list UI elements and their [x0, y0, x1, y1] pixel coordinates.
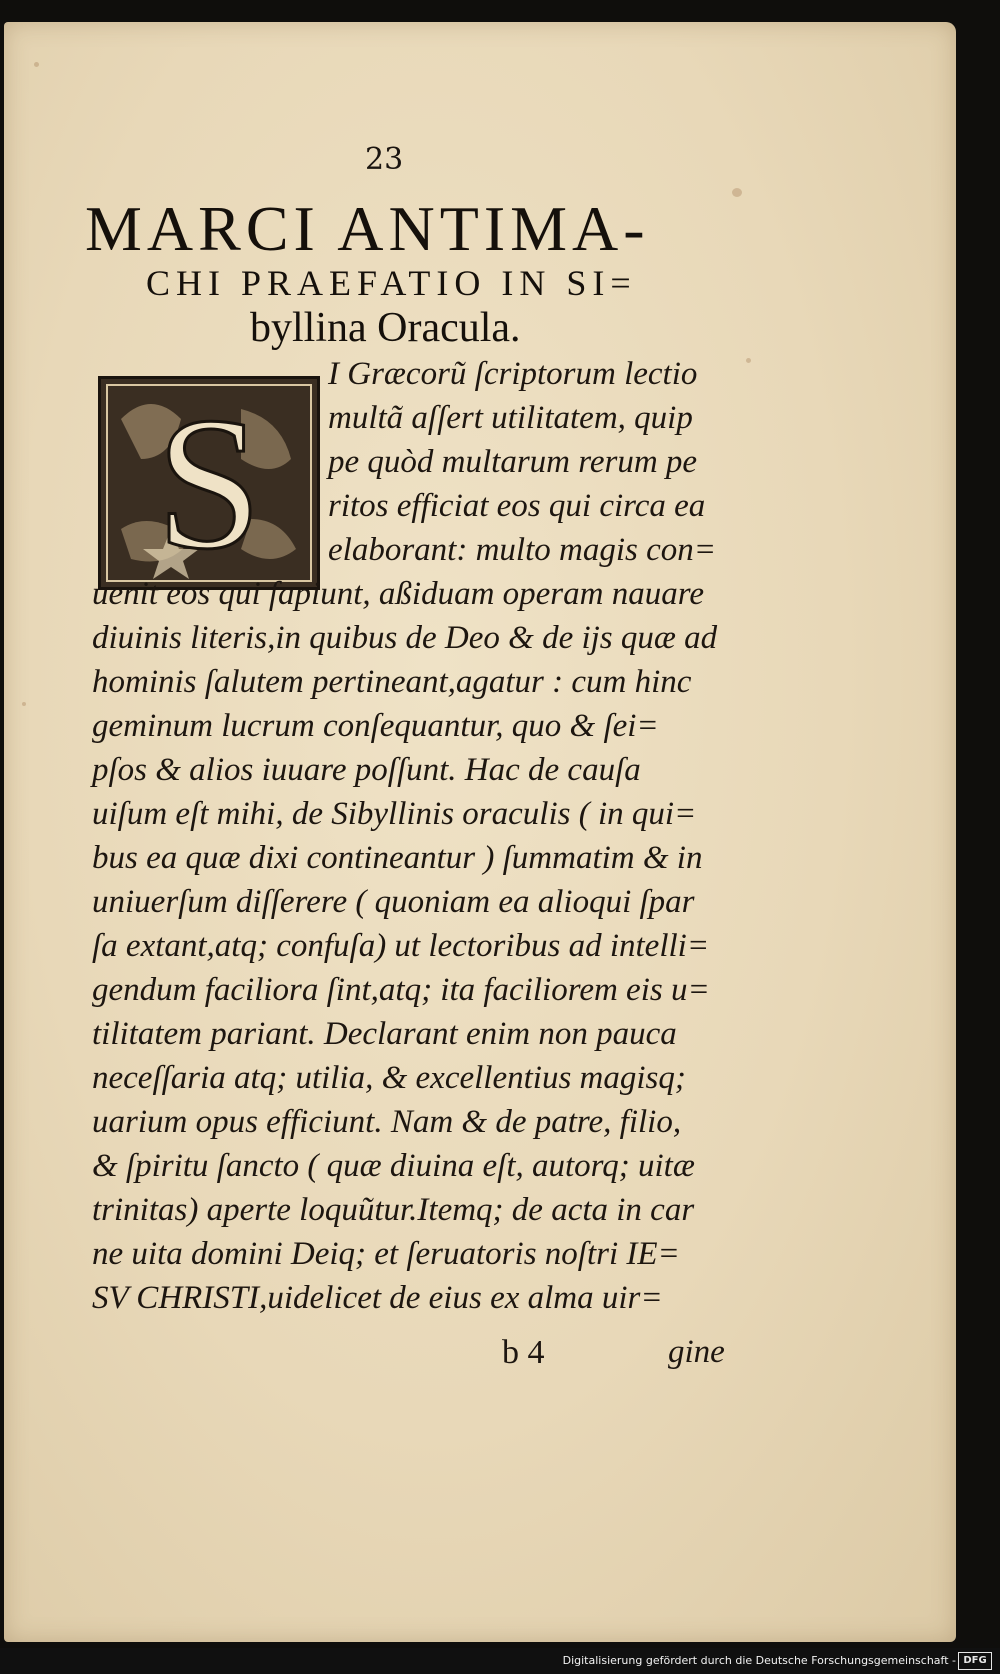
text-line: ſa extant,atq; confuſa) ut lectoribus ad intelli=: [92, 928, 710, 964]
signature-mark: b 4: [502, 1334, 545, 1371]
text-line: I Græcorũ ſcriptorum lectio: [328, 356, 698, 392]
text-line: ne uita domini Deiq; et ſeruatoris noſtri IE=: [92, 1236, 680, 1272]
text-line: pe quòd multarum rerum pe: [328, 444, 698, 480]
text-line: hominis ſalutem pertineant,agatur : cum hinc: [92, 664, 692, 700]
initial-letter: S: [156, 379, 262, 587]
text-line: bus ea quæ dixi contineantur ) ſummatim & in: [92, 840, 703, 876]
text-line: uiſum eſt mihi, de Sibyllinis oraculis ( in qui=: [92, 796, 697, 832]
woodcut-initial-image: [101, 379, 317, 587]
paper-stain: [746, 358, 751, 363]
text-line: ritos efficiat eos qui circa ea: [328, 488, 706, 524]
text-line: trinitas) aperte loquũtur.Itemq; de acta in car: [92, 1192, 695, 1228]
text-line: uarium opus efficiunt. Nam & de patre, filio,: [92, 1104, 682, 1140]
page-number: 23: [365, 142, 404, 177]
text-line: pſos & alios iuuare poſſunt. Hac de cauſa: [92, 752, 641, 788]
text-line: elaborant: multo magis con=: [328, 532, 716, 568]
paper-stain: [34, 62, 39, 67]
text-line: neceſſaria atq; utilia, & excellentius magisq;: [92, 1060, 686, 1096]
funding-credit: Digitalisierung gefördert durch die Deutsche Forschungsgemeinschaft -: [562, 1654, 956, 1667]
heading-line-1: MARCI ANTIMA-: [85, 193, 650, 264]
dfg-logo: DFG: [958, 1652, 992, 1670]
heading-line-3: byllina Oracula.: [250, 305, 521, 351]
text-line: tilitatem pariant. Declarant enim non pauca: [92, 1016, 677, 1052]
text-line: uniuerſum diſſerere ( quoniam ea alioqui ſpar: [92, 884, 695, 920]
text-line: multã aſſert utilitatem, quip: [328, 400, 693, 436]
paper-stain: [22, 702, 26, 706]
text-line: gendum faciliora ſint,atq; ita faciliorem eis u=: [92, 972, 710, 1008]
text-line: uenit eos qui ſapiunt, aßiduam operam nauare: [92, 576, 704, 612]
text-line: geminum lucrum conſequantur, quo & ſei=: [92, 708, 659, 744]
catchword: gine: [668, 1334, 725, 1370]
text-line: & ſpiritu ſancto ( quæ diuina eſt, autorq; uitæ: [92, 1148, 695, 1184]
heading-line-2: CHI PRAEFATIO IN SI=: [146, 263, 637, 303]
decorated-initial: [98, 376, 320, 590]
text-line: diuinis literis,in quibus de Deo & de ijs quæ ad: [92, 620, 718, 656]
text-line: SV CHRISTI,uidelicet de eius ex alma uir=: [92, 1280, 663, 1316]
